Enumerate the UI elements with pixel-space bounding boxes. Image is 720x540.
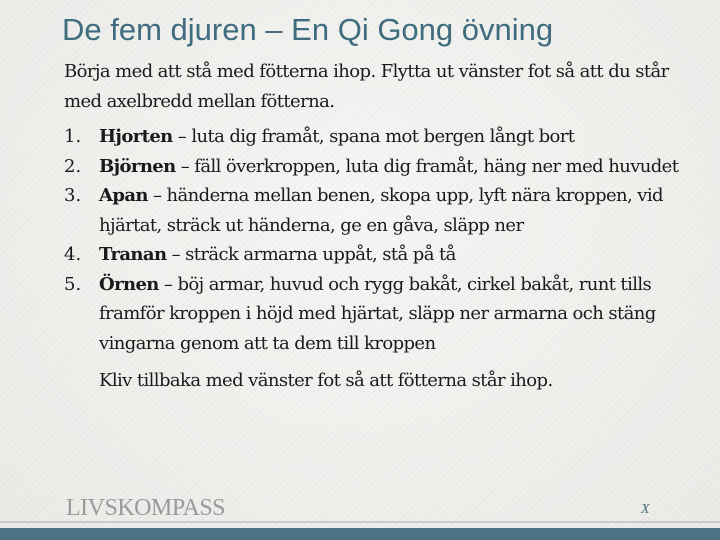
footer-bar (0, 528, 720, 540)
animal-name: Tranan (99, 244, 167, 265)
step-text: – sträck armarna uppåt, stå på tå (166, 244, 456, 265)
intro-paragraph: Börja med att stå med fötterna ihop. Flytta ut vänster fot så att du står med axelbredd mellan fötterna. (64, 61, 669, 112)
list-number: 2. (64, 155, 82, 177)
list-item (62, 270, 707, 359)
steps-list (62, 122, 707, 358)
list-number: 3. (64, 185, 82, 206)
slide-content (62, 57, 707, 396)
page-marker: X (641, 502, 650, 517)
animal-name: Apan (99, 185, 148, 206)
step-text: – fäll överkroppen, luta dig framåt, häng ner med huvudet (175, 155, 679, 177)
step-text: – händerna mellan benen, skopa upp, lyft nära kroppen, vid hjärtat, sträck ut händerna, ge en gåva, släpp ner (99, 185, 663, 236)
animal-name: Hjorten (99, 126, 173, 147)
animal-name: Örnen (99, 273, 159, 295)
slide-title: De fem djuren – En Qi Gong övning (62, 12, 554, 47)
list-number: 4. (64, 244, 82, 265)
footer-divider (0, 521, 720, 523)
list-number: 5. (64, 273, 82, 295)
list-item (62, 240, 707, 270)
step-text: – luta dig framåt, spana mot bergen långt bort (172, 126, 575, 147)
animal-name: Björnen (99, 155, 176, 177)
outro-paragraph: Kliv tillbaka med vänster fot så att fötterna står ihop. (99, 370, 553, 391)
list-item (62, 122, 707, 152)
list-item (62, 152, 707, 182)
list-number: 1. (64, 126, 82, 147)
livskompass-logo: LIVSKOMPASS (66, 495, 226, 521)
step-text: – böj armar, huvud och rygg bakåt, cirkel bakåt, runt tills framför kroppen i höjd med hjärtat, släpp ner armarna och stäng vingarna genom att ta dem till kroppen (99, 273, 656, 354)
list-item (62, 181, 707, 240)
